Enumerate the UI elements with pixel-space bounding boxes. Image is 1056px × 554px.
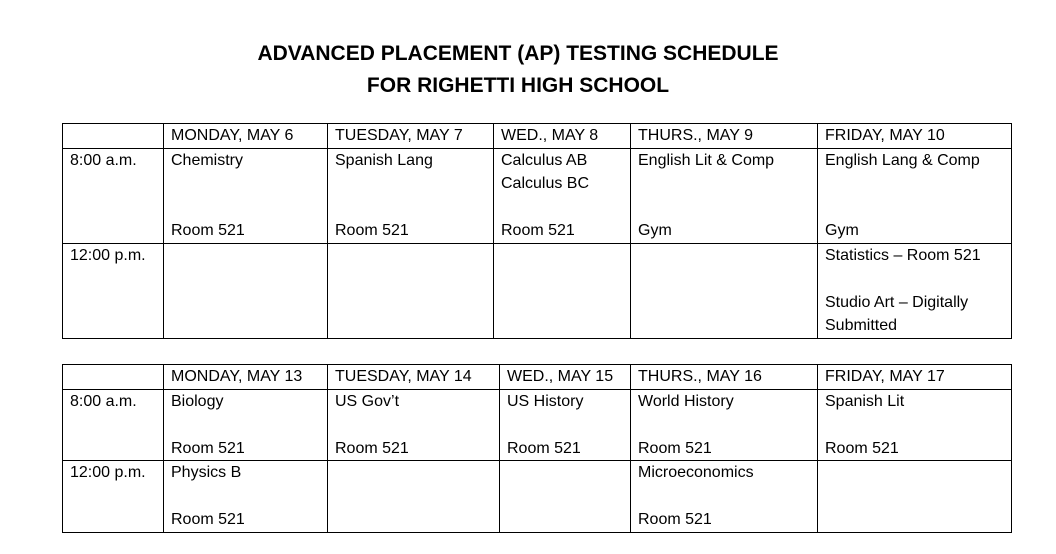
- exam-cell: Calculus AB Calculus BC Room 521: [494, 148, 631, 243]
- schedule-table-week-1: [62, 123, 1012, 339]
- day-header: FRIDAY, MAY 10: [818, 124, 1012, 149]
- exam-cell: English Lang & Comp Gym: [818, 148, 1012, 243]
- time-label: 8:00 a.m.: [63, 389, 164, 461]
- exam-cell: [328, 461, 500, 533]
- exam-cell: Spanish Lang Room 521: [328, 148, 494, 243]
- day-header: TUESDAY, MAY 7: [328, 124, 494, 149]
- exam-cell: Statistics – Room 521 Studio Art – Digitally Submitted: [818, 243, 1012, 338]
- day-header: WED., MAY 15: [500, 365, 631, 390]
- time-row-12pm: [63, 461, 1012, 533]
- day-header: THURS., MAY 16: [631, 365, 818, 390]
- exam-cell: Physics B Room 521: [164, 461, 328, 533]
- day-header: TUESDAY, MAY 14: [328, 365, 500, 390]
- exam-cell: Biology Room 521: [164, 389, 328, 461]
- time-label: 8:00 a.m.: [63, 148, 164, 243]
- time-row-8am: [63, 148, 1012, 243]
- time-row-8am: [63, 389, 1012, 461]
- header-row: [63, 124, 1012, 149]
- day-header: WED., MAY 8: [494, 124, 631, 149]
- time-label: 12:00 p.m.: [63, 461, 164, 533]
- exam-cell: [328, 243, 494, 338]
- exam-cell: World History Room 521: [631, 389, 818, 461]
- day-header: MONDAY, MAY 6: [164, 124, 328, 149]
- schedule-title-line-2: FOR RIGHETTI HIGH SCHOOL: [366, 74, 670, 97]
- day-header: FRIDAY, MAY 17: [818, 365, 1012, 390]
- day-header: MONDAY, MAY 13: [164, 365, 328, 390]
- exam-cell: Spanish Lit Room 521: [818, 389, 1012, 461]
- exam-cell: English Lit & Comp Gym: [631, 148, 818, 243]
- exam-cell: [500, 461, 631, 533]
- time-header-cell: [63, 365, 164, 390]
- exam-cell: [818, 461, 1012, 533]
- exam-cell: [494, 243, 631, 338]
- exam-cell: Chemistry Room 521: [164, 148, 328, 243]
- schedule-table-week-2: [62, 364, 1012, 533]
- exam-cell: US Gov’t Room 521: [328, 389, 500, 461]
- header-row: [63, 365, 1012, 390]
- time-row-12pm: [63, 243, 1012, 338]
- exam-cell: [631, 243, 818, 338]
- time-header-cell: [63, 124, 164, 149]
- exam-cell: [164, 243, 328, 338]
- time-label: 12:00 p.m.: [63, 243, 164, 338]
- exam-cell: US History Room 521: [500, 389, 631, 461]
- exam-cell: Microeconomics Room 521: [631, 461, 818, 533]
- schedule-title-line-1: ADVANCED PLACEMENT (AP) TESTING SCHEDULE: [257, 42, 779, 65]
- day-header: THURS., MAY 9: [631, 124, 818, 149]
